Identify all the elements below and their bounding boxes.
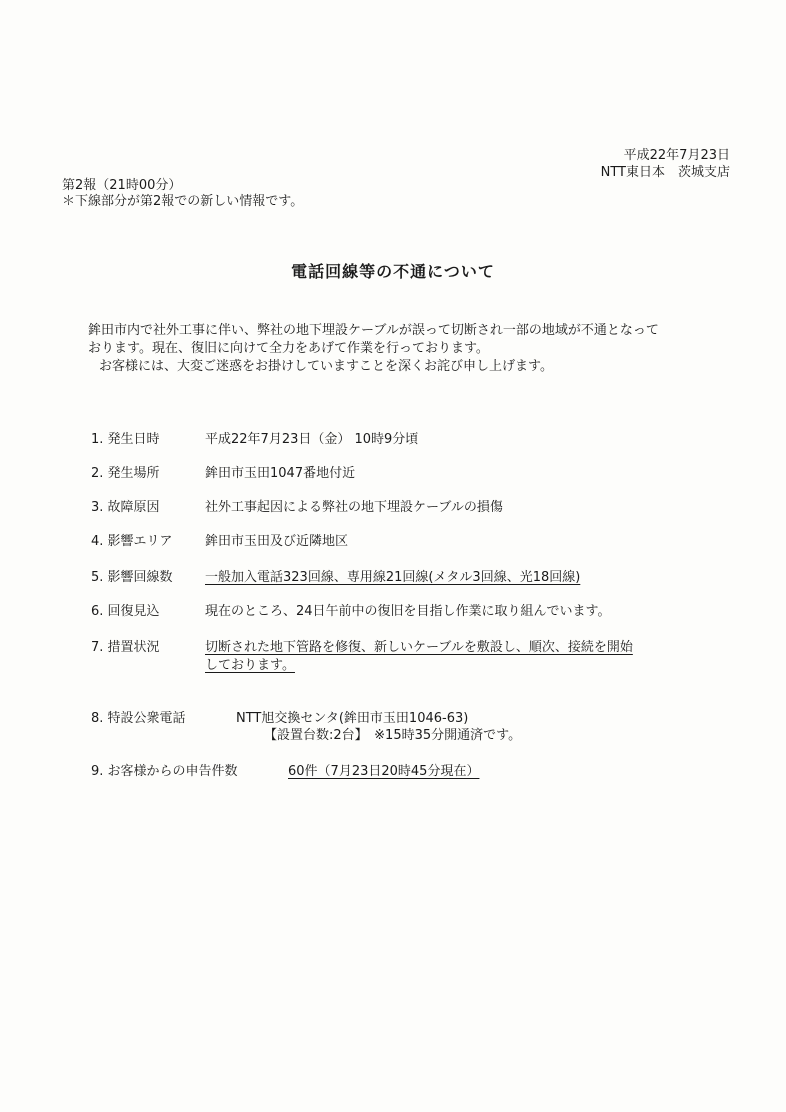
item-value-affected-area: 鉾田市玉田及び近隣地区 (205, 534, 349, 549)
document-title: 電話回線等の不通について (291, 262, 495, 281)
document-date: 平成22年7月23日 (623, 148, 730, 163)
item-value-cause: 社外工事起因による弊社の地下埋設ケーブルの損傷 (205, 500, 503, 515)
item-label-affected-lines: 5. 影響回線数 (91, 570, 173, 585)
item-value-affected-lines: 一般加入電話323回線、専用線21回線(メタル3回線、光18回線) (205, 570, 581, 585)
item-value-measures-cont: しております。 (205, 658, 295, 673)
item-value-measures: 切断された地下管路を修復、新しいケーブルを敷設し、順次、接続を開始 (205, 640, 633, 655)
intro-line-3: お客様には、大変ご迷惑をお掛けしていますことを深くお詫び申し上げます。 (99, 359, 553, 374)
item-label-affected-area: 4. 影響エリア (91, 534, 173, 549)
item-label-recovery-outlook: 6. 回復見込 (91, 604, 160, 619)
item-label-special-phone: 8. 特設公衆電話 (91, 711, 186, 726)
item-label-location: 2. 発生場所 (91, 466, 160, 481)
intro-line-2: おります。現在、復旧に向けて全力をあげて作業を行っております。 (88, 341, 489, 356)
item-label-occurrence-time: 1. 発生日時 (91, 432, 160, 447)
item-value-special-phone: NTT旭交換センタ(鉾田市玉田1046-63) (236, 711, 469, 726)
item-label-reports: 9. お客様からの申告件数 (91, 764, 238, 779)
item-value-recovery-outlook: 現在のところ、24日午前中の復旧を目指し作業に取り組んでいます。 (205, 604, 611, 619)
update-note: ＊下線部分が第2報での新しい情報です。 (62, 194, 304, 209)
report-number: 第2報（21時00分） (62, 178, 182, 193)
item-value-occurrence-time: 平成22年7月23日（金） 10時9分頃 (205, 432, 419, 447)
item-label-measures: 7. 措置状況 (91, 640, 160, 655)
item-label-cause: 3. 故障原因 (91, 500, 160, 515)
item-value-special-phone-count: 【設置台数:2台】 ※15時35分開通済です。 (264, 728, 522, 743)
issuing-organization: NTT東日本 茨城支店 (600, 165, 730, 180)
intro-line-1: 鉾田市内で社外工事に伴い、弊社の地下埋設ケーブルが誤って切断され一部の地域が不通となって (88, 323, 659, 338)
item-value-reports: 60件（7月23日20時45分現在） (288, 764, 480, 779)
item-value-location: 鉾田市玉田1047番地付近 (205, 466, 356, 481)
